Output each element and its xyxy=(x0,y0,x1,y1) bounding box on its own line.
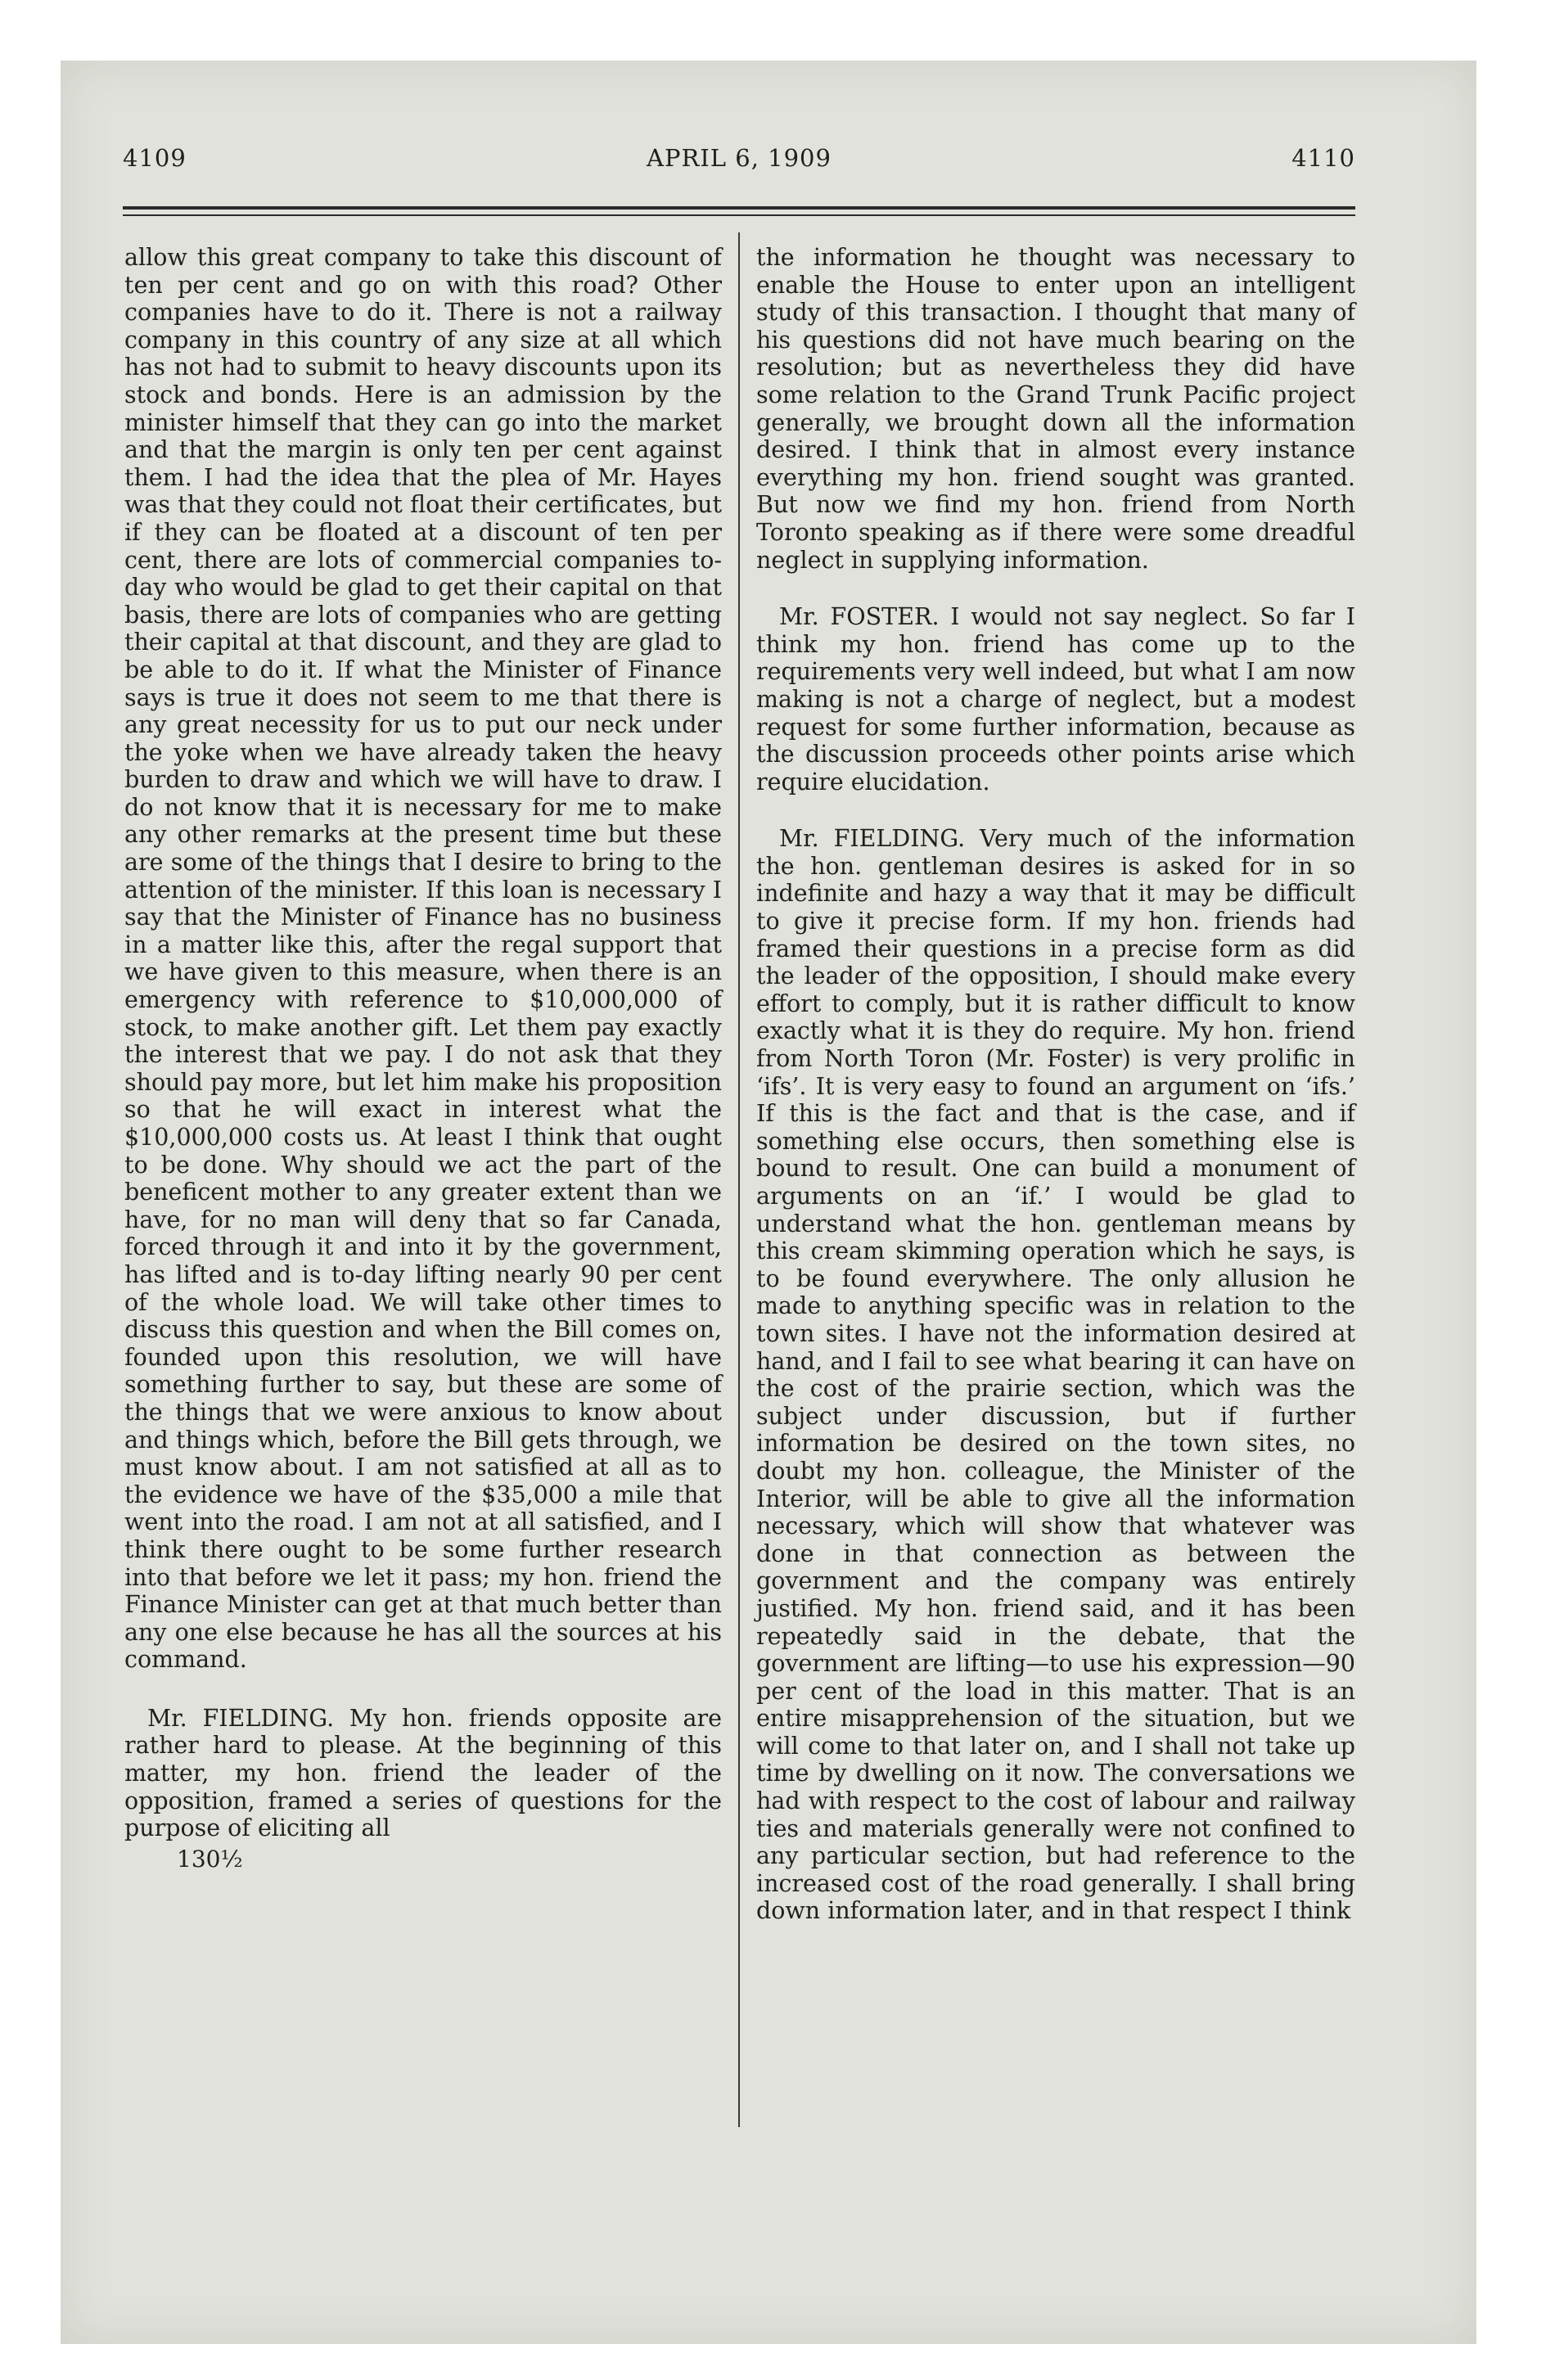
signature-mark: 130½ xyxy=(177,1845,243,1873)
header-rule-thick xyxy=(123,206,1355,210)
left-paragraph-fielding: Mr. FIELDING. My hon. friends opposite are rather hard to please. At the beginning of this matter, my hon. friend the leader of the opposition, framed a series of questions for the purpose of eliciting all xyxy=(124,1704,722,1842)
right-paragraph-continued: the information he thought was necessary to enable the House to enter upon an intelligent study of this transaction. I thought that many of his questions did not have much bearing on the resolution; but as nevertheless they did have some relation to the Grand Trunk Pacific project generally, we brought down all the information desired. I think that in almost every instance everything my hon. friend sought was granted. But now we find my hon. friend from North Toronto speaking as if there were some dreadful neglect in supplying information. xyxy=(756,244,1355,574)
right-column xyxy=(756,244,1355,1925)
right-paragraph-foster: Mr. FOSTER. I would not say neglect. So far I think my hon. friend has come up to the requirements very well indeed, but what I am now making is not a charge of neglect, but a modest request for some further information, because as the discussion proceeds other points arise which require elucidation. xyxy=(756,603,1355,796)
running-head-date: APRIL 6, 1909 xyxy=(647,144,832,172)
right-paragraph-fielding: Mr. FIELDING. Very much of the information the hon. gentleman desires is asked for in so indefinite and hazy a way that it may be difficult to give it precise form. If my hon. friends had framed their questions in a precise form as did the leader of the opposition, I should make every effort to comply, but it is rather difficult to know exactly what it is they do require. My hon. friend from North Toron (Mr. Foster) is very prolific in ‘ifs’. It is very easy to found an argument on ‘ifs.’ If this is the fact and that is the case, and if something else occurs, then something else is bound to result. One can build a monument of arguments on an ‘if.’ I would be glad to understand what the hon. gentleman means by this cream skimming operation which he says, is to be found everywhere. The only allusion he made to anything specific was in relation to the town sites. I have not the information desired at hand, and I fail to see what bearing it can have on the cost of the prairie section, which was the subject under discussion, but if further information be desired on the town sites, no doubt my hon. colleague, the Minister of the Interior, will be able to give all the information necessary, which will show that whatever was done in that connection as between the government and the company was entirely justified. My hon. friend said, and it has been repeatedly said in the debate, that the government are lifting—to use his expression—90 per cent of the load in this matter. That is an entire misapprehension of the situation, but we will come to that later on, and I shall not take up time by dwelling on it now. The conversations we had with respect to the cost of labour and railway ties and materials generally were not confined to any particular section, but had reference to the increased cost of the road generally. I shall bring down information later, and in that respect I think xyxy=(756,825,1355,1925)
left-paragraph-continued: allow this great company to take this discount of ten per cent and go on with this road? Other companies have to do it. There is not a railway company in this country of any size at all which has not had to submit to heavy discounts upon its stock and bonds. Here is an admission by the minister himself that they can go into the market and that the margin is only ten per cent against them. I had the idea that the plea of Mr. Hayes was that they could not float their certificates, but if they can be floated at a discount of ten per cent, there are lots of commercial companies to-day who would be glad to get their capital on that basis, there are lots of companies who are getting their capital at that discount, and they are glad to be able to do it. If what the Minister of Finance says is true it does not seem to me that there is any great necessity for us to put our neck under the yoke when we have already taken the heavy burden to draw and which we will have to draw. I do not know that it is necessary for me to make any other remarks at the present time but these are some of the things that I desire to bring to the attention of the minister. If this loan is necessary I say that the Minister of Finance has no business in a matter like this, after the regal support that we have given to this measure, when there is an emergency with reference to $10,000,000 of stock, to make another gift. Let them pay exactly the interest that we pay. I do not ask that they should pay more, but let him make his proposition so that he will exact in interest what the $10,000,000 costs us. At least I think that ought to be done. Why should we act the part of the beneficent mother to any greater extent than we have, for no man will deny that so far Canada, forced through it and into it by the government, has lifted and is to-day lifting nearly 90 per cent of the whole load. We will take other times to discuss this question and when the Bill comes on, founded upon this resolution, we will have something further to say, but these are some of the things that we were anxious to know about and things which, before the Bill gets through, we must know about. I am not satisfied at all as to the evidence we have of the $35,000 a mile that went into the road. I am not at all satisfied, and I think there ought to be some further research into that before we let it pass; my hon. friend the Finance Minister can get at that much better than any one else because he has all the sources at his command. xyxy=(124,244,722,1674)
page-header xyxy=(123,144,1355,177)
left-column xyxy=(124,244,722,1873)
header-rule-thin xyxy=(123,214,1355,216)
hansard-page xyxy=(123,144,1355,2125)
column-divider xyxy=(738,232,740,2127)
page-number-left: 4109 xyxy=(123,144,187,172)
page-number-right: 4110 xyxy=(1291,144,1355,172)
